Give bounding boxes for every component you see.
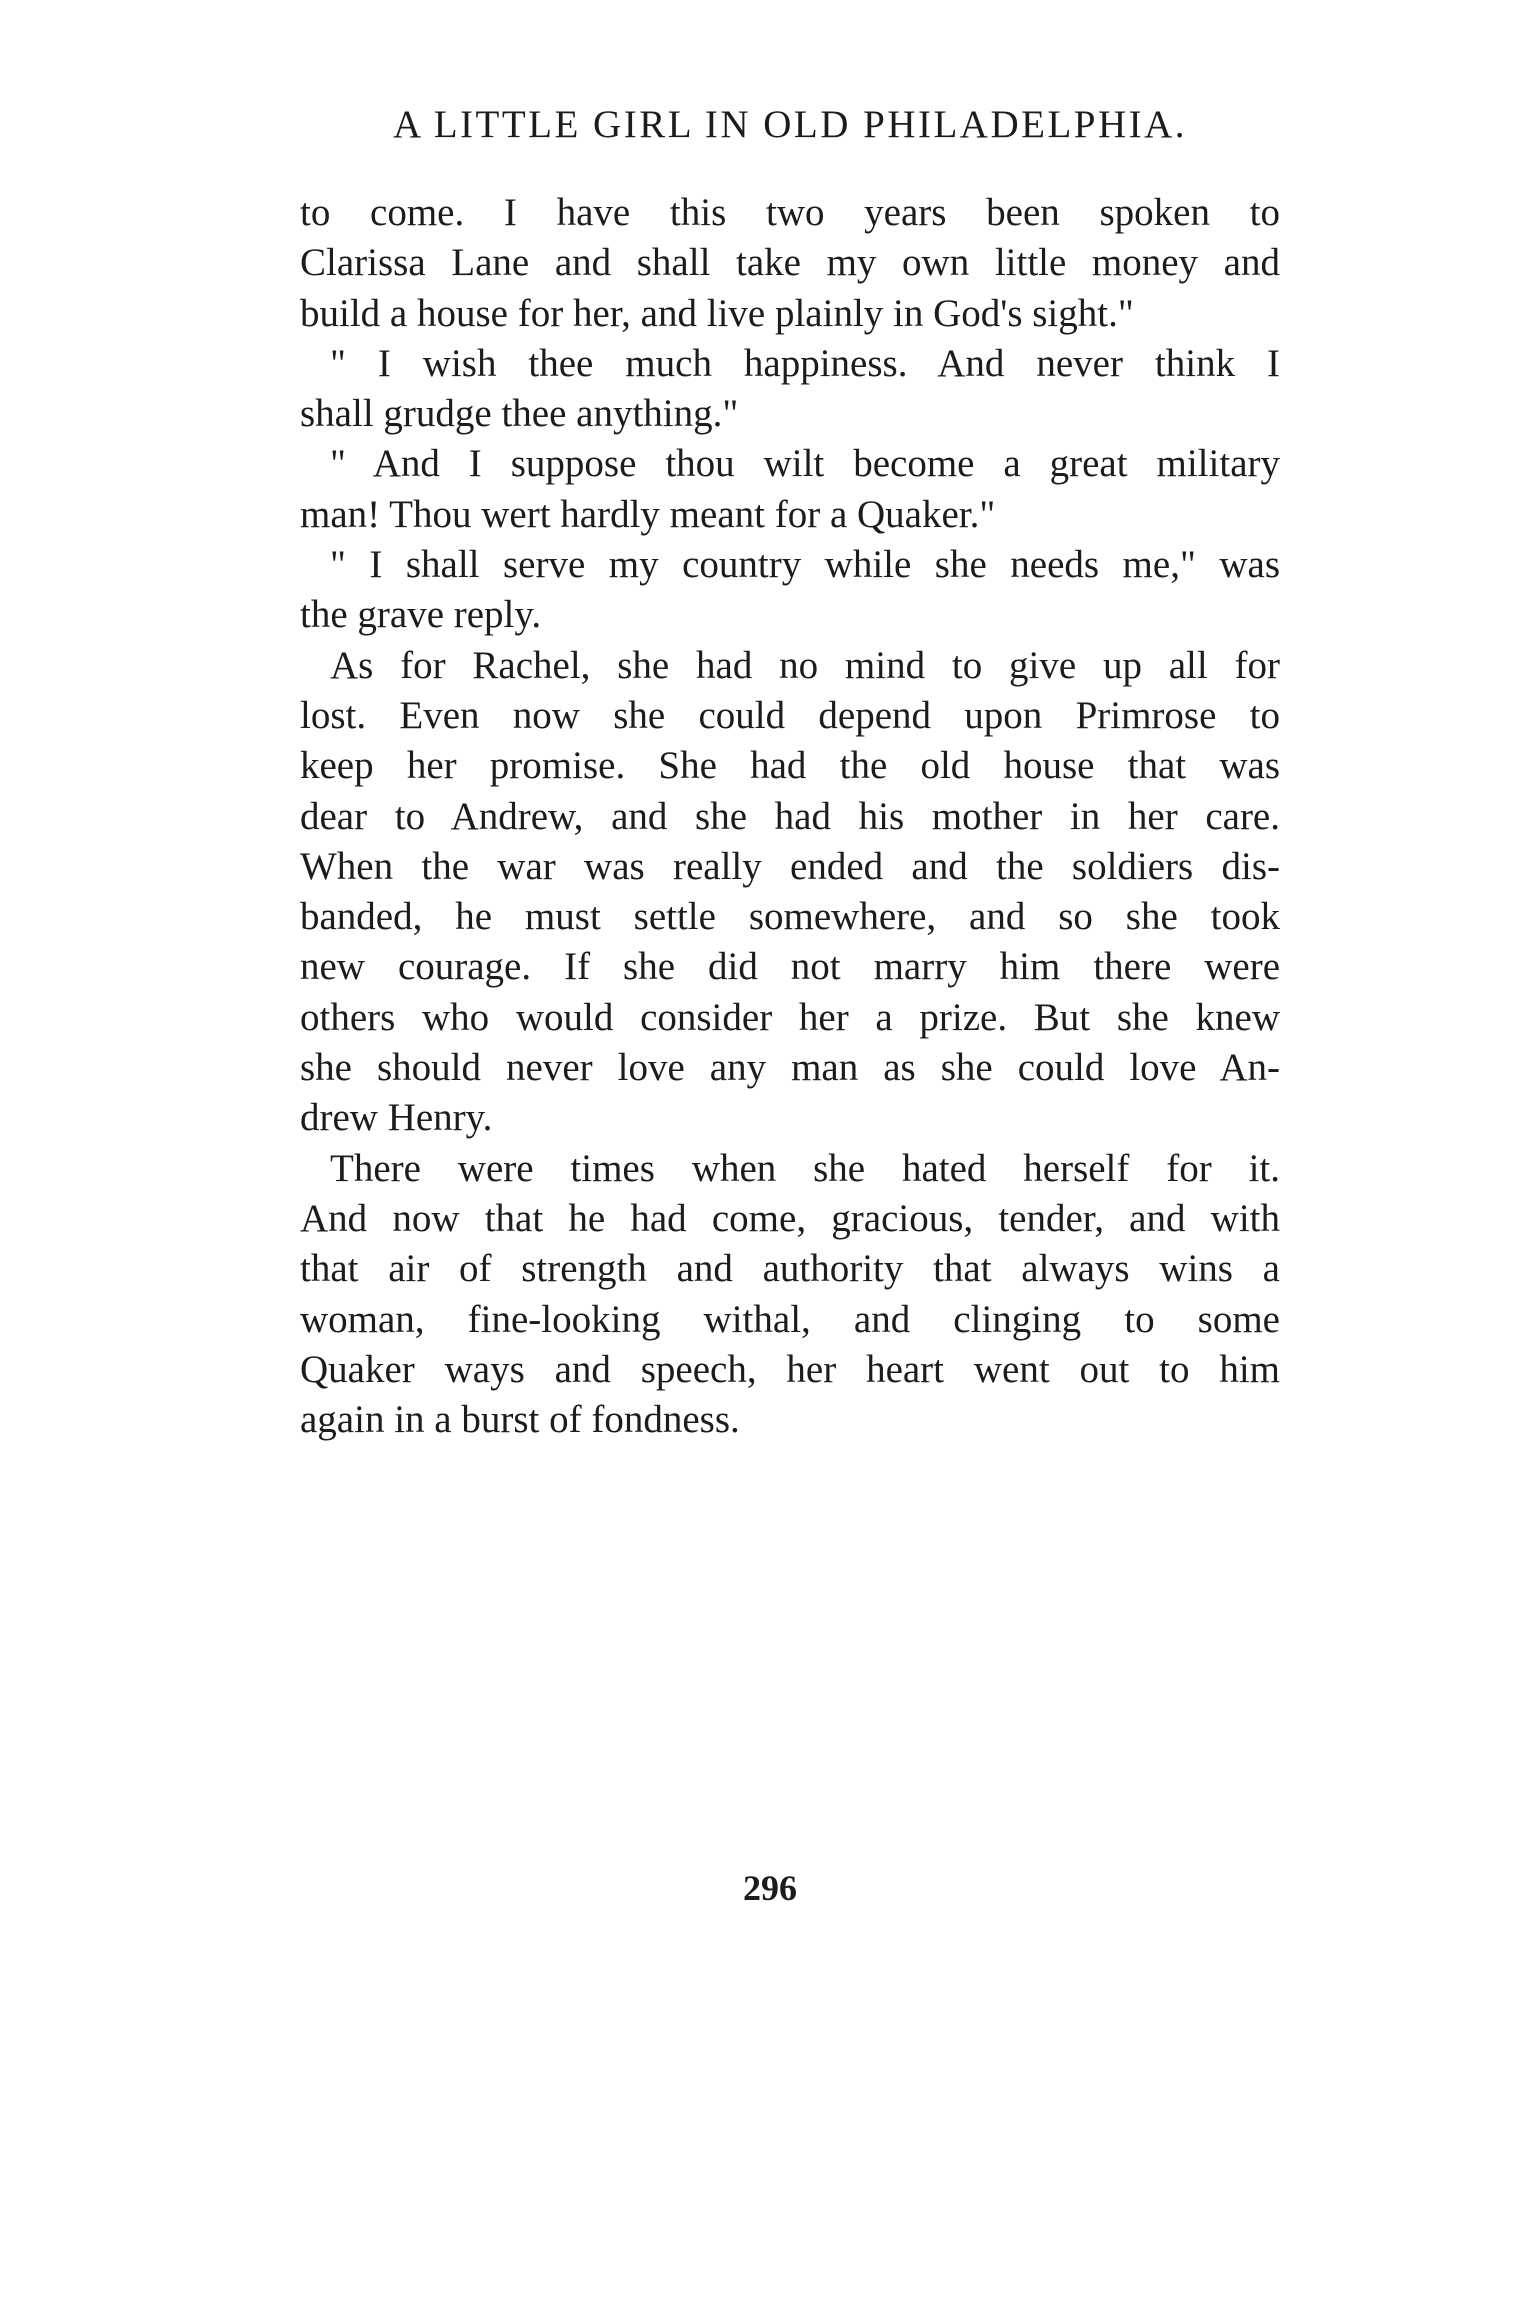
text-line: keep her promise. She had the old house that was	[300, 744, 1280, 788]
text-line: man! Thou wert hardly meant for a Quaker."	[300, 492, 996, 536]
text-line: drew Henry.	[300, 1096, 493, 1140]
body-text	[300, 188, 1280, 1445]
text-line: And now that he had come, gracious, tender, and with	[300, 1196, 1280, 1240]
text-line: lost. Even now she could depend upon Primrose to	[300, 693, 1280, 737]
text-line: that air of strength and authority that always wins a	[300, 1247, 1280, 1291]
text-line: " I wish thee much happiness. And never think I	[330, 341, 1280, 385]
text-line: she should never love any man as she could love An-	[300, 1046, 1280, 1090]
text-line: There were times when she hated herself for it.	[330, 1146, 1280, 1190]
text-line: Quaker ways and speech, her heart went out to him	[300, 1347, 1280, 1391]
text-line: " I shall serve my country while she needs me," was	[330, 543, 1280, 587]
text-line: Clarissa Lane and shall take my own little money and	[300, 241, 1280, 285]
text-line: " And I suppose thou wilt become a great military	[330, 442, 1280, 486]
text-line: woman, fine-looking withal, and clinging to some	[300, 1297, 1280, 1341]
text-line: As for Rachel, she had no mind to give up all for	[330, 643, 1280, 687]
text-line: banded, he must settle somewhere, and so she took	[300, 895, 1280, 939]
text-line: others who would consider her a prize. But she knew	[300, 995, 1280, 1039]
text-line: When the war was really ended and the soldiers dis-	[300, 844, 1280, 888]
text-line: new courage. If she did not marry him there were	[300, 945, 1280, 989]
text-line: build a house for her, and live plainly in God's sight."	[300, 291, 1134, 335]
page-number: 296	[743, 1868, 797, 1908]
text-line: the grave reply.	[300, 593, 542, 637]
text-line: dear to Andrew, and she had his mother in her care.	[300, 794, 1280, 838]
text-line: shall grudge thee anything."	[300, 392, 739, 436]
running-head: A LITTLE GIRL IN OLD PHILADELPHIA.	[392, 103, 1188, 146]
text-line: again in a burst of fondness.	[300, 1398, 740, 1442]
text-line: to come. I have this two years been spoken to	[300, 191, 1280, 234]
